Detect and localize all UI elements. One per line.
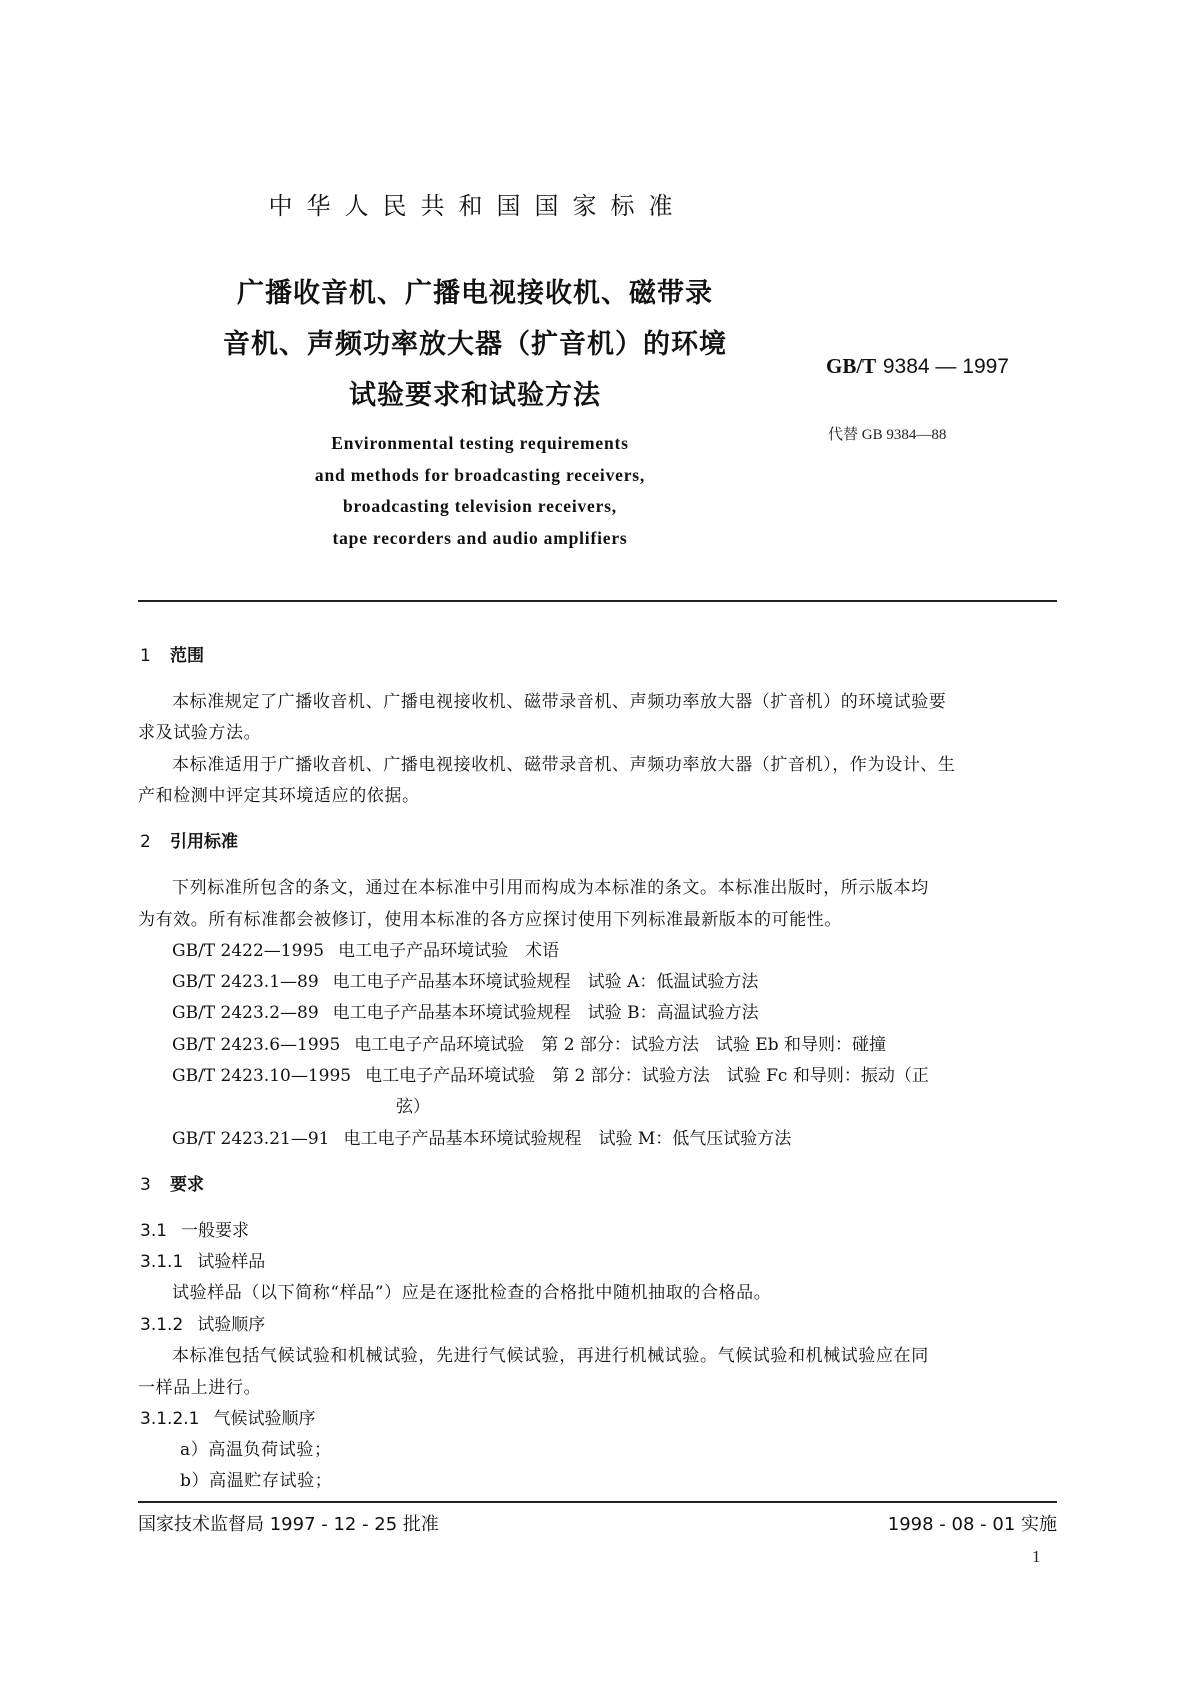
paragraph-line: 为有效。所有标准都会被修订，使用本标准的各方应探讨使用下列标准最新版本的可能性。 — [138, 910, 842, 930]
section-number: 3 — [140, 1175, 151, 1195]
subsection-title: 试验样品 — [197, 1252, 266, 1272]
reference-title: 电工电子产品环境试验 术语 — [338, 941, 560, 961]
english-title-line-3: broadcasting television receivers, — [343, 496, 617, 516]
chinese-title — [200, 268, 750, 421]
reference-item — [172, 1061, 929, 1086]
list-item-text: 高温负荷试验； — [208, 1440, 332, 1460]
reference-item — [172, 1030, 886, 1055]
reference-code: GB/T 2423.10—1995 — [172, 1066, 352, 1086]
reference-item — [172, 998, 759, 1023]
list-item-label: a） — [180, 1440, 209, 1460]
section-3-heading — [140, 1170, 204, 1195]
reference-code: GB/T 2422—1995 — [172, 941, 325, 961]
paragraph-line: 本标准包括气候试验和机械试验，先进行气候试验，再进行机械试验。气候试验和机械试验应在同 — [172, 1346, 929, 1366]
subsection-title: 一般要求 — [181, 1221, 250, 1241]
reference-code: GB/T 2423.6—1995 — [172, 1035, 341, 1055]
paragraph-line: 求及试验方法。 — [138, 723, 262, 743]
section-title: 引用标准 — [170, 832, 238, 852]
subsection-title: 气候试验顺序 — [213, 1409, 316, 1429]
subsection-3-1-1-heading — [140, 1247, 265, 1272]
subsection-3-1-2-1-heading — [140, 1404, 315, 1429]
header-divider — [138, 600, 1057, 602]
english-title — [270, 428, 690, 554]
subsection-3-1-heading — [140, 1216, 249, 1241]
reference-code: GB/T 2423.21—91 — [172, 1129, 330, 1149]
approval-date: 国家技术监督局 1997 - 12 - 25 批准 — [138, 1514, 439, 1535]
reference-title: 电工电子产品基本环境试验规程 试验 B：高温试验方法 — [332, 1003, 759, 1023]
chinese-title-line-2: 音机、声频功率放大器（扩音机）的环境 — [223, 329, 727, 360]
implementation-date: 1998 - 08 - 01 实施 — [887, 1514, 1057, 1535]
replaces-standard: 代替 GB 9384—88 — [828, 427, 947, 443]
standard-number — [826, 354, 1009, 379]
subsection-number: 3.1.2 — [140, 1315, 184, 1335]
section-title: 要求 — [170, 1175, 204, 1195]
section-number: 1 — [140, 646, 151, 666]
reference-title: 电工电子产品环境试验 第 2 部分：试验方法 试验 Eb 和导则：碰撞 — [354, 1035, 887, 1055]
paragraph-line: 产和检测中评定其环境适应的依据。 — [138, 786, 420, 806]
paragraph-line: 下列标准所包含的条文，通过在本标准中引用而构成为本标准的条文。本标准出版时，所示版本均 — [172, 878, 929, 898]
paragraph-line: 试验样品（以下简称“样品”）应是在逐批检查的合格批中随机抽取的合格品。 — [172, 1283, 772, 1303]
subsection-number: 3.1.2.1 — [140, 1409, 200, 1429]
list-item-label: b） — [180, 1471, 210, 1491]
subsection-number: 3.1 — [140, 1221, 168, 1241]
chinese-title-line-1: 广播收音机、广播电视接收机、磁带录 — [237, 278, 713, 309]
reference-item — [172, 936, 559, 961]
national-standard-label: 中华人民共和国国家标准 — [268, 192, 687, 220]
reference-title: 电工电子产品基本环境试验规程 试验 A：低温试验方法 — [332, 972, 759, 992]
section-1-heading — [140, 641, 204, 666]
paragraph-line: 一样品上进行。 — [138, 1378, 262, 1398]
list-item — [180, 1466, 332, 1491]
reference-title: 电工电子产品环境试验 第 2 部分：试验方法 试验 Fc 和导则：振动（正 — [365, 1066, 929, 1086]
standard-prefix: GB/T — [826, 354, 877, 378]
subsection-title: 试验顺序 — [197, 1315, 266, 1335]
english-title-line-1: Environmental testing requirements — [331, 433, 629, 453]
reference-title: 电工电子产品基本环境试验规程 试验 M：低气压试验方法 — [343, 1129, 792, 1149]
reference-item — [172, 1124, 791, 1149]
reference-code: GB/T 2423.2—89 — [172, 1003, 319, 1023]
list-item-text: 高温贮存试验； — [209, 1471, 333, 1491]
reference-code: GB/T 2423.1—89 — [172, 972, 319, 992]
section-number: 2 — [140, 832, 151, 852]
page-number: 1 — [1032, 1547, 1041, 1566]
paragraph-line: 本标准规定了广播收音机、广播电视接收机、磁带录音机、声频功率放大器（扩音机）的环境试验要 — [172, 692, 947, 712]
paragraph-line: 本标准适用于广播收音机、广播电视接收机、磁带录音机、声频功率放大器（扩音机），作为设计、生 — [172, 755, 956, 775]
section-2-heading — [140, 827, 238, 852]
section-title: 范围 — [170, 646, 204, 666]
reference-title-continuation: 弦） — [396, 1097, 430, 1117]
chinese-title-line-3: 试验要求和试验方法 — [349, 380, 601, 411]
subsection-3-1-2-heading — [140, 1310, 265, 1335]
english-title-line-4: tape recorders and audio amplifiers — [332, 527, 628, 548]
list-item — [180, 1435, 332, 1460]
standard-number-value: 9384 — 1997 — [882, 355, 1009, 378]
reference-item — [172, 967, 758, 992]
subsection-number: 3.1.1 — [140, 1252, 184, 1272]
english-title-line-2: and methods for broadcasting receivers, — [314, 464, 646, 485]
footer-divider — [138, 1501, 1057, 1503]
